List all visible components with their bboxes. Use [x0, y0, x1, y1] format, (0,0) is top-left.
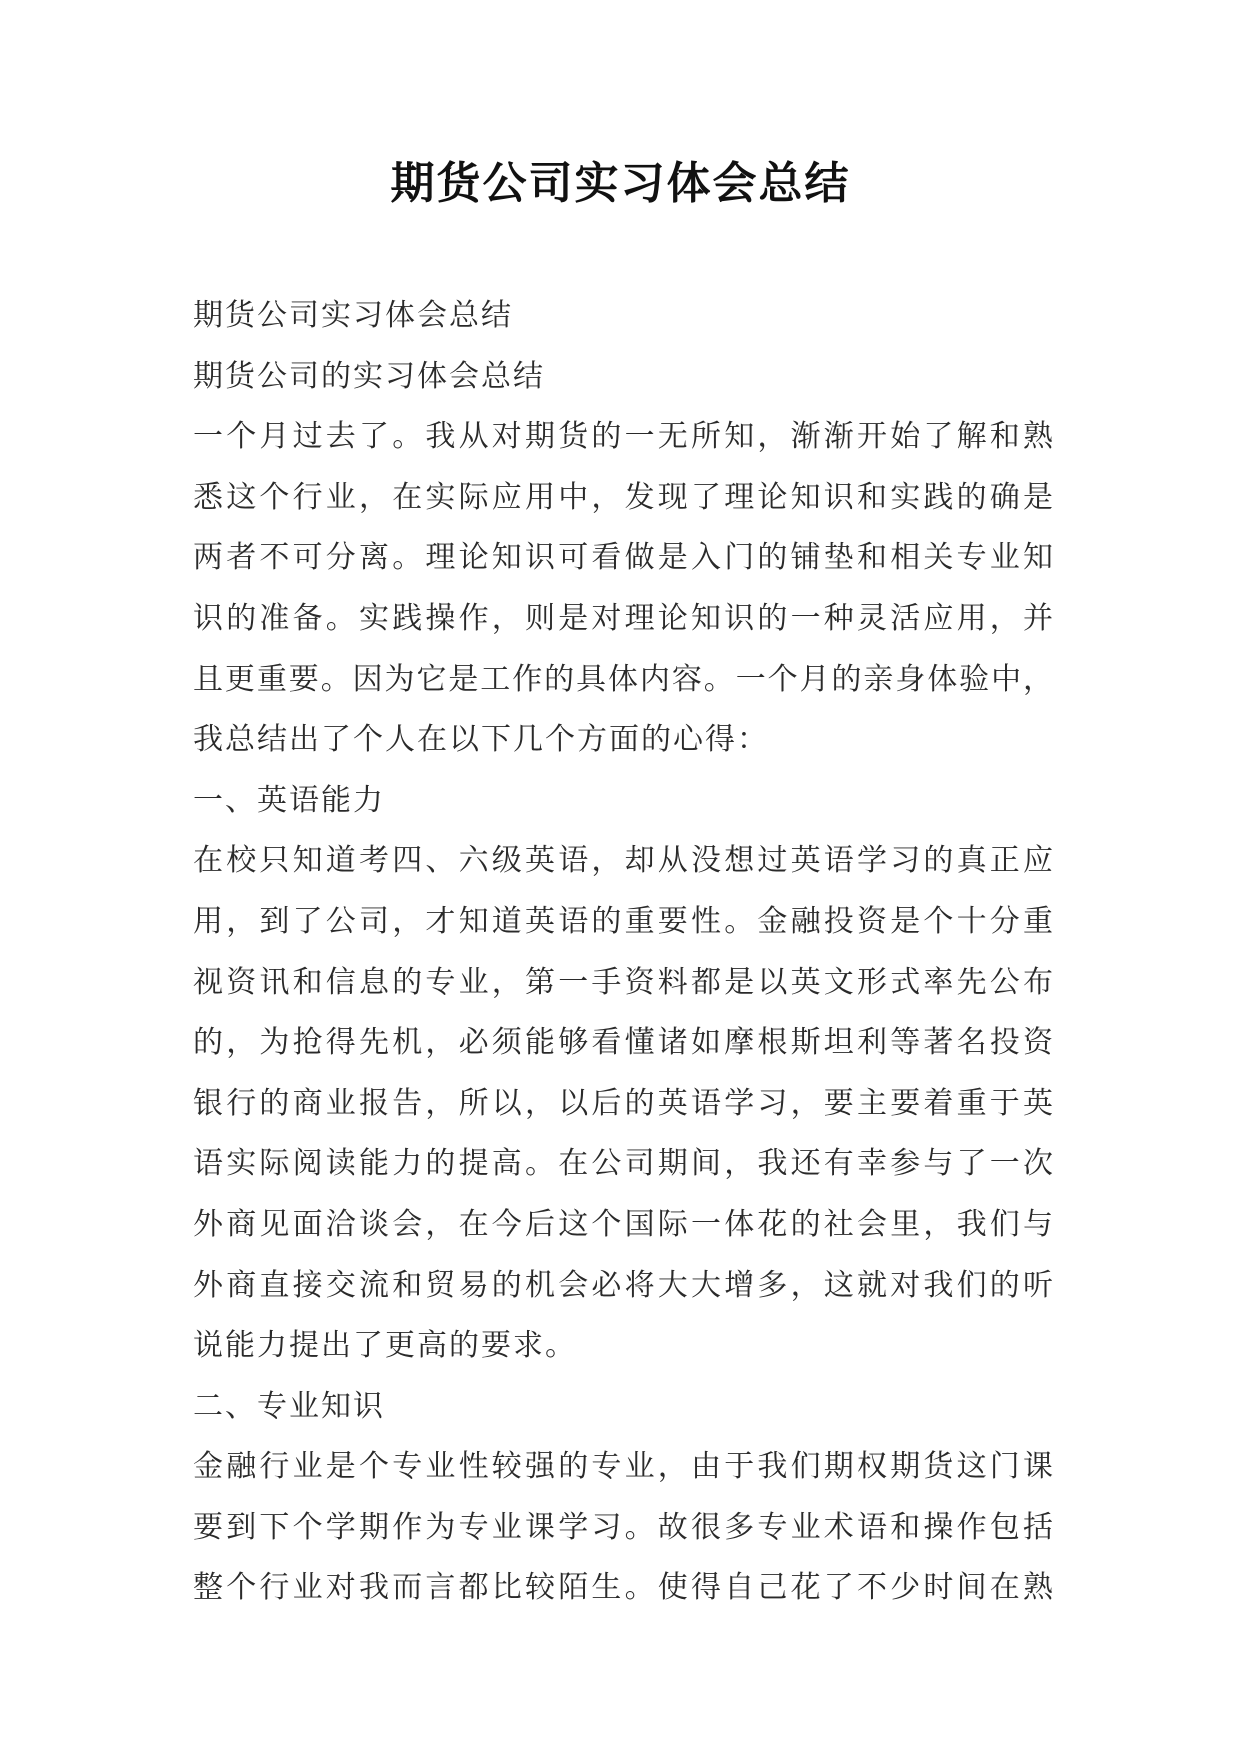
text-line: 识的准备。实践操作，则是对理论知识的一种灵活应用，并 [193, 600, 1053, 636]
text-line: 外商见面洽谈会，在今后这个国际一体花的社会里，我们与 [193, 1206, 1053, 1242]
document-body [193, 286, 1053, 1619]
text-line: 整个行业对我而言都比较陌生。使得自己花了不少时间在熟 [193, 1570, 1053, 1606]
document-title: 期货公司实习体会总结 [390, 158, 851, 209]
text-line: 说能力提出了更高的要求。 [193, 1328, 577, 1364]
text-line: 用，到了公司，才知道英语的重要性。金融投资是个十分重 [193, 903, 1053, 939]
text-line: 视资讯和信息的专业，第一手资料都是以英文形式率先公布 [193, 964, 1053, 1000]
text-line: 悉这个行业，在实际应用中，发现了理论知识和实践的确是 [193, 479, 1053, 515]
text-line: 的，为抢得先机，必须能够看懂诸如摩根斯坦利等著名投资 [193, 1025, 1053, 1061]
text-line: 外商直接交流和贸易的机会必将大大增多，这就对我们的听 [193, 1267, 1053, 1303]
text-line: 一个月过去了。我从对期货的一无所知，渐渐开始了解和熟 [193, 419, 1053, 455]
text-line: 二、专业知识 [193, 1388, 385, 1424]
text-line: 一、英语能力 [193, 782, 385, 818]
text-line: 我总结出了个人在以下几个方面的心得： [193, 722, 769, 758]
text-line: 两者不可分离。理论知识可看做是入门的铺垫和相关专业知 [193, 540, 1053, 576]
text-line: 期货公司实习体会总结 [193, 298, 513, 333]
text-line: 期货公司的实习体会总结 [193, 358, 545, 394]
text-line: 要到下个学期作为专业课学习。故很多专业术语和操作包括 [193, 1509, 1053, 1545]
text-line: 在校只知道考四、六级英语，却从没想过英语学习的真正应 [193, 843, 1053, 879]
text-line: 银行的商业报告，所以，以后的英语学习，要主要着重于英 [193, 1085, 1053, 1121]
text-line: 语实际阅读能力的提高。在公司期间，我还有幸参与了一次 [193, 1146, 1053, 1182]
text-line: 金融行业是个专业性较强的专业，由于我们期权期货这门课 [193, 1449, 1053, 1485]
text-line: 且更重要。因为它是工作的具体内容。一个月的亲身体验中， [193, 661, 1053, 697]
